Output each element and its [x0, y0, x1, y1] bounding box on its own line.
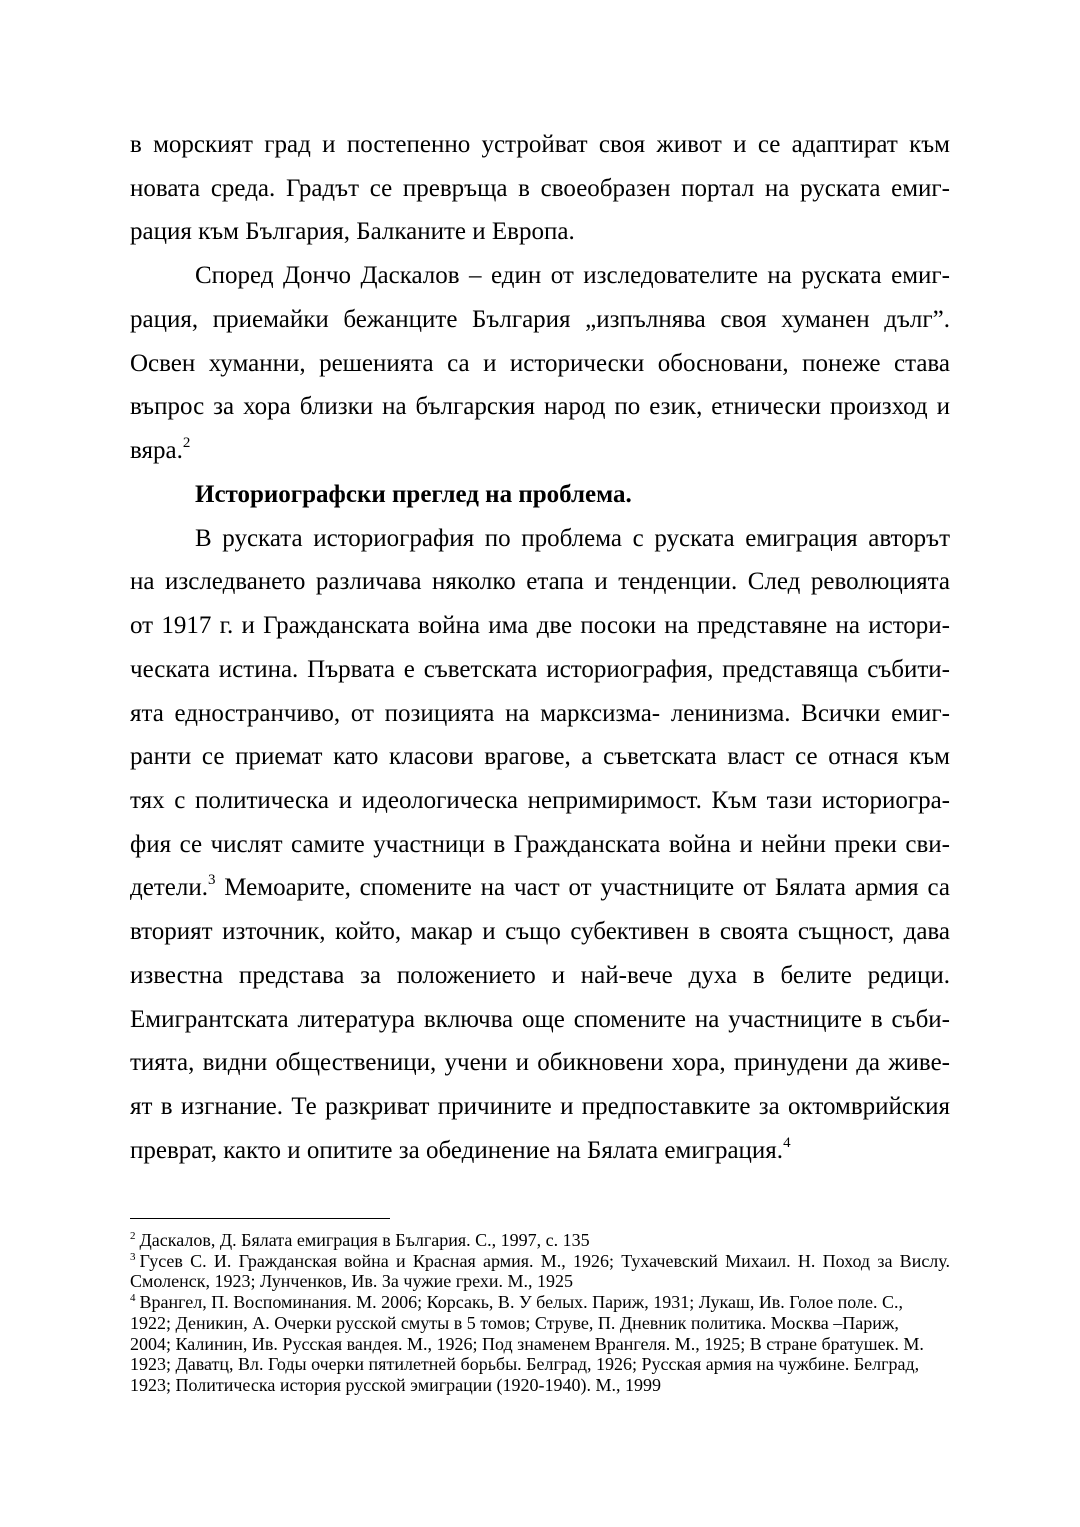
- footnote-mark: 4: [130, 1292, 136, 1305]
- footnote-line: 2004; Калинин, Ив. Русская вандея. М., 1926; Под знаменем Врангеля. М., 1925; В стране братушек. М.: [130, 1333, 924, 1354]
- footnote-line: [130, 1292, 950, 1313]
- body-line: ята едностранчиво, от позицията на марксизма- ленинизма. Всички емиг-: [130, 699, 950, 727]
- footnote-4: [130, 1292, 950, 1396]
- footnote-line: 1923; Политическа история русской эмиграции (1920-1940). М., 1999: [130, 1374, 662, 1395]
- main-text: [130, 123, 950, 1173]
- body-line: новата среда. Градът се превръща в своеобразен портал на руската емиг-: [130, 174, 950, 202]
- body-line: Освен хуманни, решенията са и исторически обосновани, понеже става: [130, 349, 950, 377]
- body-line: ческата истина. Първата е съветската историография, представяща събити-: [130, 655, 950, 683]
- footnote-reference: 3: [207, 872, 216, 889]
- paragraph-2: [130, 254, 950, 473]
- footnotes: [130, 1230, 950, 1396]
- footnote-text: Гусев С. И. Гражданская война и Красная армия. М., 1926; Тухачевский Михаил. Н. Поход за Вислу.: [139, 1250, 950, 1271]
- footnote-line: 1922; Деникин, А. Очерки русской смуты в 5 томов; Струве, П. Дневник политика. Москва –Париж,: [130, 1312, 899, 1333]
- footnote-line: [130, 1230, 950, 1251]
- footnote-mark: 3: [130, 1250, 136, 1263]
- body-line: рация към България, Балканите и Европа.: [130, 218, 575, 246]
- body-line: Емигрантската литература включва още спомените на участниците в съби-: [130, 1005, 950, 1033]
- body-line: ят в изгнание. Те разкриват причините и предпоставките за октомврийския: [130, 1093, 950, 1121]
- section-heading: Историографски преглед на проблема.: [195, 480, 632, 508]
- footnote-text: Врангел, П. Воспоминания. М. 2006; Корсакь, В. У белых. Париж, 1931; Лукаш, Ив. Голое поле. С.,: [139, 1292, 903, 1313]
- body-line: на изследването различава няколко етапа и тенденции. След революцията: [130, 568, 950, 596]
- footnote-line: 1923; Даватц, Вл. Годы очерки пятилетней борьбы. Белград, 1926; Русская армия на чужбине. Белград,: [130, 1354, 920, 1375]
- body-line: от 1917 г. и Гражданската война има две посоки на представяне на истори-: [130, 612, 950, 640]
- body-line: известна представа за положението и най-вече духа в белите редици.: [130, 961, 950, 989]
- body-line: [130, 429, 950, 473]
- footnote-3: [130, 1251, 950, 1292]
- body-line-text: Мемоарите, спомените на част от участниците от Бялата армия са: [215, 874, 950, 902]
- body-line: фия се числят самите участници в Гражданската война и нейни преки сви-: [130, 830, 950, 858]
- body-line: В руската историография по проблема с руската емиграция авторът: [195, 524, 950, 552]
- footnote-separator: [130, 1218, 390, 1219]
- body-line: Според Дончо Даскалов – един от изследователите на руската емиг-: [195, 262, 950, 290]
- body-line: [130, 866, 950, 910]
- footnote-reference: 4: [783, 1134, 791, 1151]
- footnote-reference: 2: [182, 434, 191, 451]
- body-line: тях с политическа и идеологическа непримиримост. Към тази историогра-: [130, 787, 950, 815]
- footnote-line: [130, 1251, 950, 1272]
- footnote-mark: 2: [130, 1230, 136, 1242]
- body-line: въпрос за хора близки на българския народ по език, етнически произход и: [130, 393, 950, 421]
- body-line: [130, 1129, 950, 1173]
- footnote-text: Даскалов, Д. Бялата емиграция в България. С., 1997, с. 135: [139, 1230, 590, 1250]
- body-line-text: детели.: [130, 874, 208, 902]
- body-line: ранти се приемат като класови врагове, а съветската власт се отнася към: [130, 743, 950, 771]
- body-line-text: вяра.: [130, 437, 183, 465]
- body-line: рация, приемайки бежанците България „изпълнява своя хуманен дълг”.: [130, 305, 950, 333]
- body-line: тията, видни общественици, учени и обикновени хора, принудени да живе-: [130, 1049, 950, 1077]
- body-line: вторият източник, който, макар и също субективен в своята същност, дава: [130, 918, 950, 946]
- paragraph-3: [130, 517, 950, 1173]
- body-line-text: преврат, както и опитите за обединение на Бялата емиграция.: [130, 1136, 784, 1164]
- body-line: в морският град и постепенно устройват своя живот и се адаптират към: [130, 131, 950, 158]
- footnote-2: [130, 1230, 950, 1251]
- footnote-line: Смоленск, 1923; Лунченков, Ив. За чужие грехи. М., 1925: [130, 1271, 574, 1292]
- paragraph-1: [130, 123, 950, 254]
